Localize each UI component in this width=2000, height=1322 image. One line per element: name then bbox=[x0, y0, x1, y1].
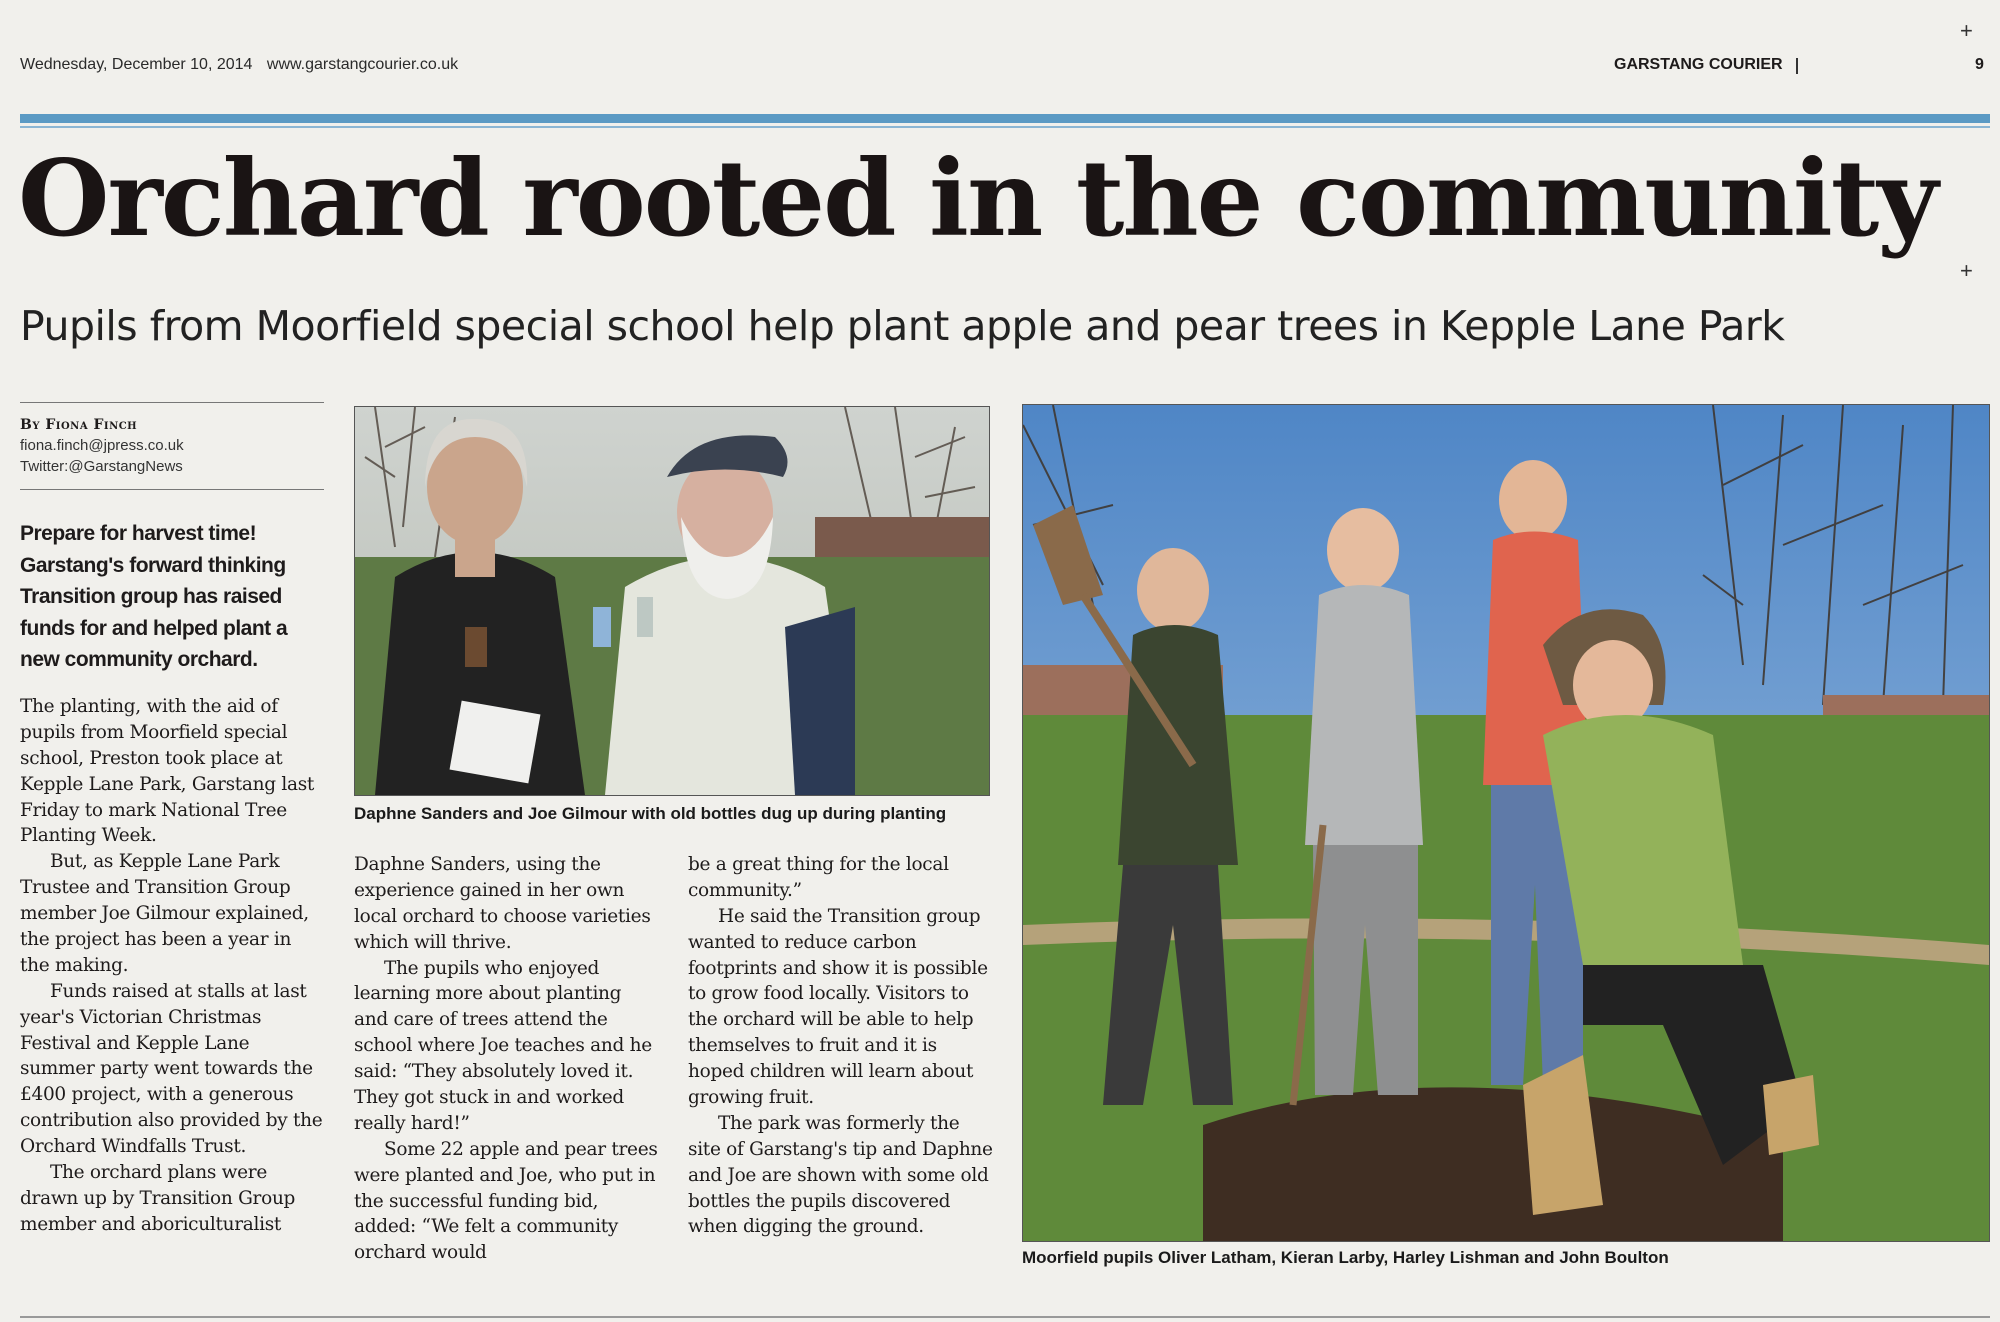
paragraph: Some 22 apple and pear trees were planted and Joe, who put in the successful funding bid, added: “We felt a community orchard would bbox=[354, 1138, 658, 1264]
byline-email[interactable]: fiona.finch@jpress.co.uk bbox=[20, 437, 184, 454]
byline bbox=[20, 402, 324, 490]
page-header-dateline bbox=[20, 56, 458, 74]
paragraph: The park was formerly the site of Garstang's tip and Daphne and Joe are shown with some old bottles the pupils discovered when digging the ground. bbox=[688, 1112, 993, 1238]
photo-moorfield-pupils bbox=[1022, 404, 1990, 1242]
bottom-rule bbox=[20, 1316, 1990, 1318]
paragraph: The pupils who enjoyed learning more about planting and care of trees attend the school where Joe teaches and he said: “They absolutely loved it. They got stuck in and worked really hard!” bbox=[354, 957, 652, 1134]
byline-author: By Fiona Finch bbox=[20, 417, 138, 433]
paragraph: He said the Transition group wanted to reduce carbon footprints and show it is possible to grow food locally. Visitors to the orchard will be able to help themselves to fruit and it is hoped children will learn about growing fruit. bbox=[688, 905, 988, 1109]
paragraph: Daphne Sanders, using the experience gained in her own local orchard to choose varieties which will thrive. bbox=[354, 854, 651, 953]
header-rule bbox=[20, 114, 1990, 123]
article-headline: Orchard rooted in the community bbox=[18, 136, 1937, 260]
paragraph: be a great thing for the local community.” bbox=[688, 854, 949, 901]
photo-caption: Moorfield pupils Oliver Latham, Kieran Larby, Harley Lishman and John Boulton bbox=[1022, 1248, 1669, 1267]
article-standfirst: Prepare for harvest time! Garstang's forward thinking Transition group has raised funds for and helped plant a new community orchard. bbox=[20, 522, 288, 671]
paragraph: The planting, with the aid of pupils from Moorfield special school, Preston took place at Kepple Lane Park, Garstang last Friday to mark National Tree Planting Week. bbox=[20, 696, 315, 847]
register-mark-icon: + bbox=[1960, 258, 1973, 283]
register-mark-icon: + bbox=[1960, 18, 1973, 43]
issue-date: Wednesday, December 10, 2014 bbox=[20, 56, 253, 73]
header-rule-thin bbox=[20, 126, 1990, 128]
photo-illustration bbox=[1023, 405, 1989, 1241]
page-number: 9 bbox=[1975, 56, 1984, 73]
photo-illustration bbox=[355, 407, 989, 795]
article-column-2 bbox=[354, 852, 658, 1266]
byline-twitter[interactable]: Twitter:@GarstangNews bbox=[20, 457, 183, 475]
header-divider bbox=[1796, 58, 1798, 74]
photo-daphne-and-joe bbox=[354, 406, 990, 796]
website-url[interactable]: www.garstangcourier.co.uk bbox=[266, 56, 459, 73]
article-subheadline: Pupils from Moorfield special school help plant apple and pear trees in Kepple Lane Park bbox=[20, 302, 1785, 350]
article-column-3 bbox=[688, 852, 994, 1240]
paragraph: But, as Kepple Lane Park Trustee and Transition Group member Joe Gilmour explained, the project has been a year in the making. bbox=[20, 851, 309, 976]
photo-caption: Daphne Sanders and Joe Gilmour with old bottles dug up during planting bbox=[354, 804, 947, 823]
paragraph: The orchard plans were drawn up by Transition Group member and aboriculturalist bbox=[20, 1162, 296, 1235]
article-column-1 bbox=[20, 694, 324, 1238]
masthead-name: GARSTANG COURIER bbox=[1614, 56, 1783, 73]
paragraph: Funds raised at stalls at last year's Victorian Christmas Festival and Kepple Lane summer party went towards the £400 project, with a generous contribution also provided by the Orchard Windfalls Trust. bbox=[20, 980, 323, 1158]
